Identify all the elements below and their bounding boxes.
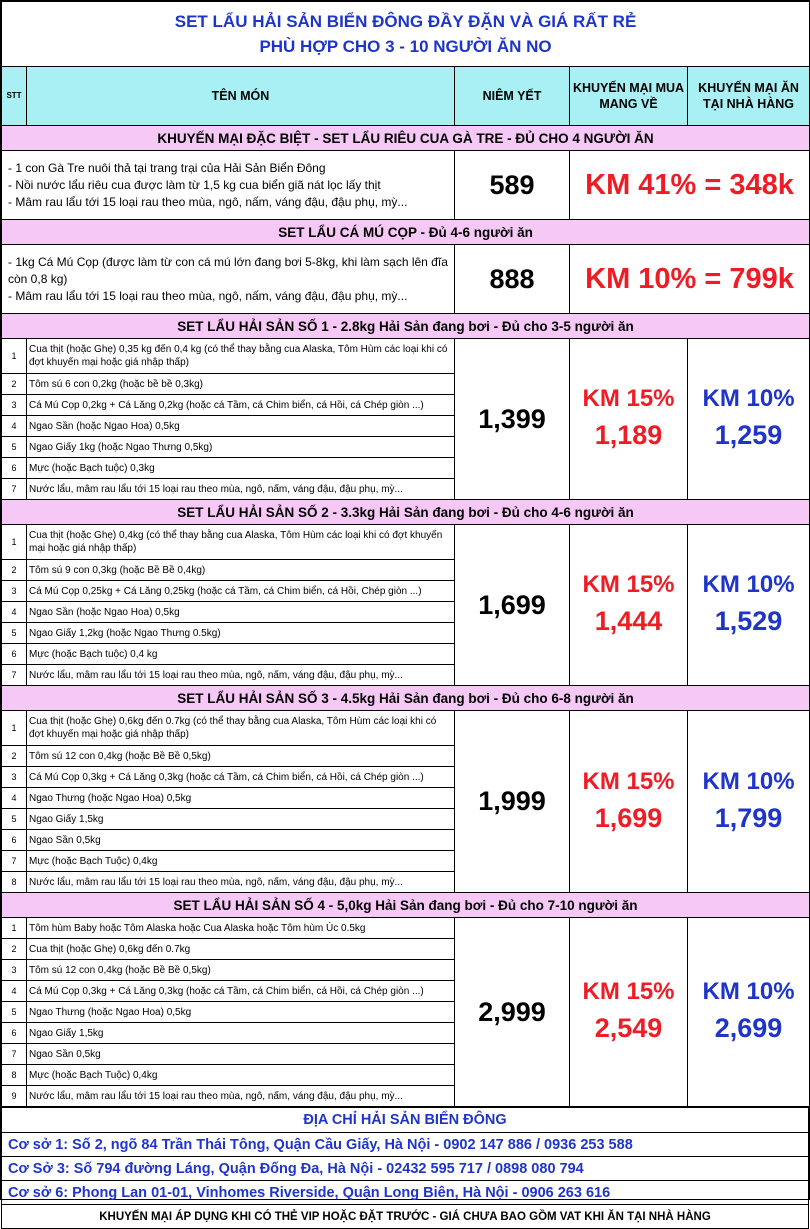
item-text: Cua thịt (hoặc Ghẹ) 0,35 kg đến 0,4 kg (có thể thay bằng cua Alaska, Tôm Hùm các loại khi có đợt khuyến mại hoặc giá nhập thấp) (27, 339, 455, 374)
address-line: Cơ sở 1: Số 2, ngõ 84 Trần Thái Tông, Quận Cầu Giấy, Hà Nội - 0902 147 886 / 0936 253 588 (2, 1133, 809, 1157)
promo-price: KM 10% = 799k (570, 245, 810, 314)
item-text: Tôm sú 12 con 0,4kg (hoặc Bề Bề 0,5kg) (27, 960, 455, 981)
table-row (2, 918, 810, 939)
takeaway-promo (570, 918, 688, 1107)
takeaway-promo (570, 339, 688, 500)
dine-in-price: 1,529 (714, 606, 783, 636)
takeaway-promo (570, 525, 688, 686)
header-takeaway: KHUYẾN MẠI MUA MANG VỀ (570, 67, 688, 126)
item-text: Ngao Sần (hoặc Ngao Hoa) 0,5kg (27, 416, 455, 437)
page-title (2, 2, 810, 67)
item-text: Tôm sú 12 con 0,4kg (hoặc Bề Bề 0,5kg) (27, 746, 455, 767)
item-text: Cua thịt (hoặc Ghẹ) 0,4kg (có thể thay bằng cua Alaska, Tôm Hùm các loại khi có đợt khuyến mại hoặc giá nhập thấp) (27, 525, 455, 560)
desc-line: - Nồi nước lẩu riêu cua được làm từ 1,5 kg cua biển giã nát lọc lấy thịt (8, 177, 381, 192)
item-text: Cá Mú Cọp 0,3kg + Cá Lăng 0,3kg (hoặc cá Tầm, cá Chim biển, cá Hồi, cá Chép giòn ...) (27, 981, 455, 1002)
address-line: Cơ sở 6: Phong Lan 01-01, Vinhomes Riverside, Quận Long Biên, Hà Nội - 0906 263 616 (2, 1181, 809, 1205)
header-list-price: NIÊM YẾT (455, 67, 570, 126)
takeaway-percent: KM 15% (582, 978, 675, 1005)
item-number: 7 (2, 665, 27, 686)
dine-in-promo (688, 918, 810, 1107)
item-number: 2 (2, 374, 27, 395)
footer-note: KHUYẾN MẠI ÁP DỤNG KHI CÓ THẺ VIP HOẶC ĐẶT TRƯỚC - GIÁ CHƯA BAO GỒM VAT KHI ĂN TẠI NHÀ HÀNG (2, 1205, 809, 1229)
item-number: 4 (2, 981, 27, 1002)
list-price: 1,699 (455, 525, 570, 686)
item-number: 1 (2, 339, 27, 374)
item-number: 6 (2, 830, 27, 851)
dine-in-percent: KM 10% (702, 978, 795, 1005)
address-table (1, 1107, 809, 1229)
section-header (2, 220, 810, 245)
item-number: 2 (2, 560, 27, 581)
set-description (2, 245, 455, 314)
item-text: Mực (hoặc Bạch Tuộc) 0,4kg (27, 1065, 455, 1086)
item-text: Mực (hoặc Bạch Tuộc) 0,4kg (27, 851, 455, 872)
dine-in-percent: KM 10% (702, 571, 795, 598)
desc-line: - 1kg Cá Mú Cọp (được làm từ con cá mú lớn đang bơi 5-8kg, khi làm sạch lên đĩa còn 0,8 kg) (8, 254, 448, 286)
takeaway-percent: KM 15% (582, 571, 675, 598)
header-name: TÊN MÓN (27, 67, 455, 126)
item-text: Nước lẩu, mâm rau lẩu tới 15 loại rau theo mùa, ngô, nấm, váng đậu, đậu phụ, mỳ... (27, 479, 455, 500)
dine-in-price: 2,699 (714, 1013, 783, 1043)
section-header (2, 686, 810, 711)
section-title: SET LẨU HẢI SẢN SỐ 3 - 4.5kg Hải Sản đang bơi - Đủ cho 6-8 người ăn (2, 686, 810, 711)
item-number: 7 (2, 851, 27, 872)
list-price: 1,399 (455, 339, 570, 500)
item-text: Ngao Giấy 1,5kg (27, 1023, 455, 1044)
title-line-1: SET LẨU HẢI SẢN BIỂN ĐÔNG ĐẦY ĐẶN VÀ GIÁ RẤT RẺ (174, 12, 637, 31)
set-description (2, 151, 455, 220)
item-number: 9 (2, 1086, 27, 1107)
dine-in-percent: KM 10% (702, 767, 795, 795)
takeaway-promo (570, 711, 688, 893)
item-number: 4 (2, 602, 27, 623)
item-text: Ngao Thưng (hoặc Ngao Hoa) 0,5kg (27, 788, 455, 809)
section-title: SET LẨU HẢI SẢN SỐ 1 - 2.8kg Hải Sản đang bơi - Đủ cho 3-5 người ăn (2, 314, 810, 339)
item-text: Tôm sú 9 con 0,3kg (hoặc Bề Bề 0,4kg) (27, 560, 455, 581)
takeaway-price: 2,549 (594, 1013, 663, 1043)
section-title: SET LẨU HẢI SẢN SỐ 4 - 5,0kg Hải Sản đang bơi - Đủ cho 7-10 người ăn (2, 893, 810, 918)
special-set-row (2, 151, 810, 220)
item-number: 8 (2, 872, 27, 893)
section-title: SET LẨU HẢI SẢN SỐ 2 - 3.3kg Hải Sản đang bơi - Đủ cho 4-6 người ăn (2, 500, 810, 525)
item-text: Cua thịt (hoặc Ghẹ) 0,6kg đến 0.7kg (có thể thay bằng cua Alaska, Tôm Hùm các loại khi có đợt khuyến mại hoặc giá nhập thấp) (27, 711, 455, 746)
item-number: 4 (2, 788, 27, 809)
item-number: 5 (2, 623, 27, 644)
item-text: Cá Mú Cọp 0,3kg + Cá Lăng 0,3kg (hoặc cá Tầm, cá Chim biển, cá Hồi, cá Chép giòn ...) (27, 767, 455, 788)
item-text: Ngao Giấy 1kg (hoặc Ngao Thưng 0,5kg) (27, 437, 455, 458)
header-row (2, 67, 810, 126)
header-stt: STT (2, 67, 27, 126)
item-text: Cua thịt (hoặc Ghẹ) 0,6kg đến 0.7kg (27, 939, 455, 960)
takeaway-price: 1,699 (594, 802, 663, 833)
list-price: 2,999 (455, 918, 570, 1107)
item-number: 6 (2, 1023, 27, 1044)
title-line-2: PHÙ HỢP CHO 3 - 10 NGƯỜI ĂN NO (259, 37, 552, 56)
section-header (2, 500, 810, 525)
item-number: 1 (2, 525, 27, 560)
item-number: 2 (2, 746, 27, 767)
dine-in-price: 1,799 (714, 802, 783, 833)
dine-in-promo (688, 711, 810, 893)
takeaway-price: 1,189 (594, 420, 663, 450)
takeaway-percent: KM 15% (582, 385, 675, 412)
item-number: 7 (2, 479, 27, 500)
section-header (2, 126, 810, 151)
item-text: Tôm sú 6 con 0,2kg (hoặc bề bề 0,3kg) (27, 374, 455, 395)
item-number: 3 (2, 960, 27, 981)
list-price: 1,999 (455, 711, 570, 893)
item-number: 2 (2, 939, 27, 960)
item-text: Mực (hoặc Bạch tuộc) 0,4 kg (27, 644, 455, 665)
promo-price: KM 41% = 348k (570, 151, 810, 220)
item-number: 8 (2, 1065, 27, 1086)
item-text: Cá Mú Cọp 0,2kg + Cá Lăng 0,2kg (hoặc cá Tầm, cá Chim biển, cá Hồi, cá Chép giòn ...) (27, 395, 455, 416)
item-number: 1 (2, 918, 27, 939)
item-text: Cá Mú Cọp 0,25kg + Cá Lăng 0,25kg (hoặc cá Tầm, cá Chim biển, cá Hồi, Chép giòn ...) (27, 581, 455, 602)
dine-in-price: 1,259 (714, 420, 783, 450)
item-number: 5 (2, 1002, 27, 1023)
header-dine-in: KHUYẾN MẠI ĂN TẠI NHÀ HÀNG (688, 67, 810, 126)
item-number: 3 (2, 395, 27, 416)
section-header (2, 314, 810, 339)
dine-in-promo (688, 525, 810, 686)
section-header (2, 893, 810, 918)
item-number: 4 (2, 416, 27, 437)
item-text: Tôm hùm Baby hoặc Tôm Alaska hoặc Cua Alaska hoặc Tôm hùm Úc 0.5kg (27, 918, 455, 939)
item-text: Ngao Sần 0,5kg (27, 1044, 455, 1065)
address-title: ĐỊA CHỈ HẢI SẢN BIỂN ĐÔNG (2, 1108, 809, 1133)
menu-table (1, 1, 810, 1107)
takeaway-price: 1,444 (594, 606, 663, 636)
list-price: 888 (455, 245, 570, 314)
item-text: Nước lẩu, mâm rau lẩu tới 15 loại rau theo mùa, ngô, nấm, váng đậu, đậu phụ, mỳ... (27, 1086, 455, 1107)
desc-line: - 1 con Gà Tre nuôi thả tại trang trại của Hải Sản Biển Đông (8, 160, 326, 175)
dine-in-promo (688, 339, 810, 500)
item-text: Ngao Sần (hoặc Ngao Hoa) 0,5kg (27, 602, 455, 623)
item-number: 5 (2, 437, 27, 458)
item-number: 7 (2, 1044, 27, 1065)
section-title: KHUYẾN MẠI ĐẶC BIỆT - SET LẨU RIÊU CUA GÀ TRE - ĐỦ CHO 4 NGƯỜI ĂN (2, 126, 810, 151)
item-text: Ngao Giấy 1,5kg (27, 809, 455, 830)
list-price: 589 (455, 151, 570, 220)
item-text: Nước lẩu, mâm rau lẩu tới 15 loại rau theo mùa, ngô, nấm, váng đậu, đậu phụ, mỳ... (27, 665, 455, 686)
item-number: 3 (2, 581, 27, 602)
item-text: Mực (hoặc Bạch tuộc) 0,3kg (27, 458, 455, 479)
item-text: Ngao Sần 0,5kg (27, 830, 455, 851)
table-row (2, 711, 810, 746)
table-row (2, 339, 810, 374)
desc-line: - Mâm rau lẩu tới 15 loại rau theo mùa, ngô, nấm, váng đậu, đậu phụ, mỳ... (8, 288, 408, 303)
item-number: 6 (2, 458, 27, 479)
item-text: Ngao Thưng (hoặc Ngao Hoa) 0,5kg (27, 1002, 455, 1023)
item-number: 1 (2, 711, 27, 746)
item-number: 5 (2, 809, 27, 830)
desc-line: - Mâm rau lẩu tới 15 loại rau theo mùa, ngô, nấm, váng đậu, đậu phụ, mỳ... (8, 194, 408, 209)
dine-in-percent: KM 10% (702, 385, 795, 412)
takeaway-percent: KM 15% (582, 767, 675, 795)
item-number: 6 (2, 644, 27, 665)
item-number: 3 (2, 767, 27, 788)
item-text: Nước lẩu, mâm rau lẩu tới 15 loại rau theo mùa, ngô, nấm, váng đậu, đậu phụ, mỳ... (27, 872, 455, 893)
special-set-row (2, 245, 810, 314)
address-line: Cơ Sở 3: Số 794 đường Láng, Quận Đống Đa, Hà Nội - 02432 595 717 / 0898 080 794 (2, 1157, 809, 1181)
table-row (2, 525, 810, 560)
item-text: Ngao Giấy 1,2kg (hoặc Ngao Thưng 0.5kg) (27, 623, 455, 644)
section-title: SET LẨU CÁ MÚ CỌP - Đủ 4-6 người ăn (2, 220, 810, 245)
